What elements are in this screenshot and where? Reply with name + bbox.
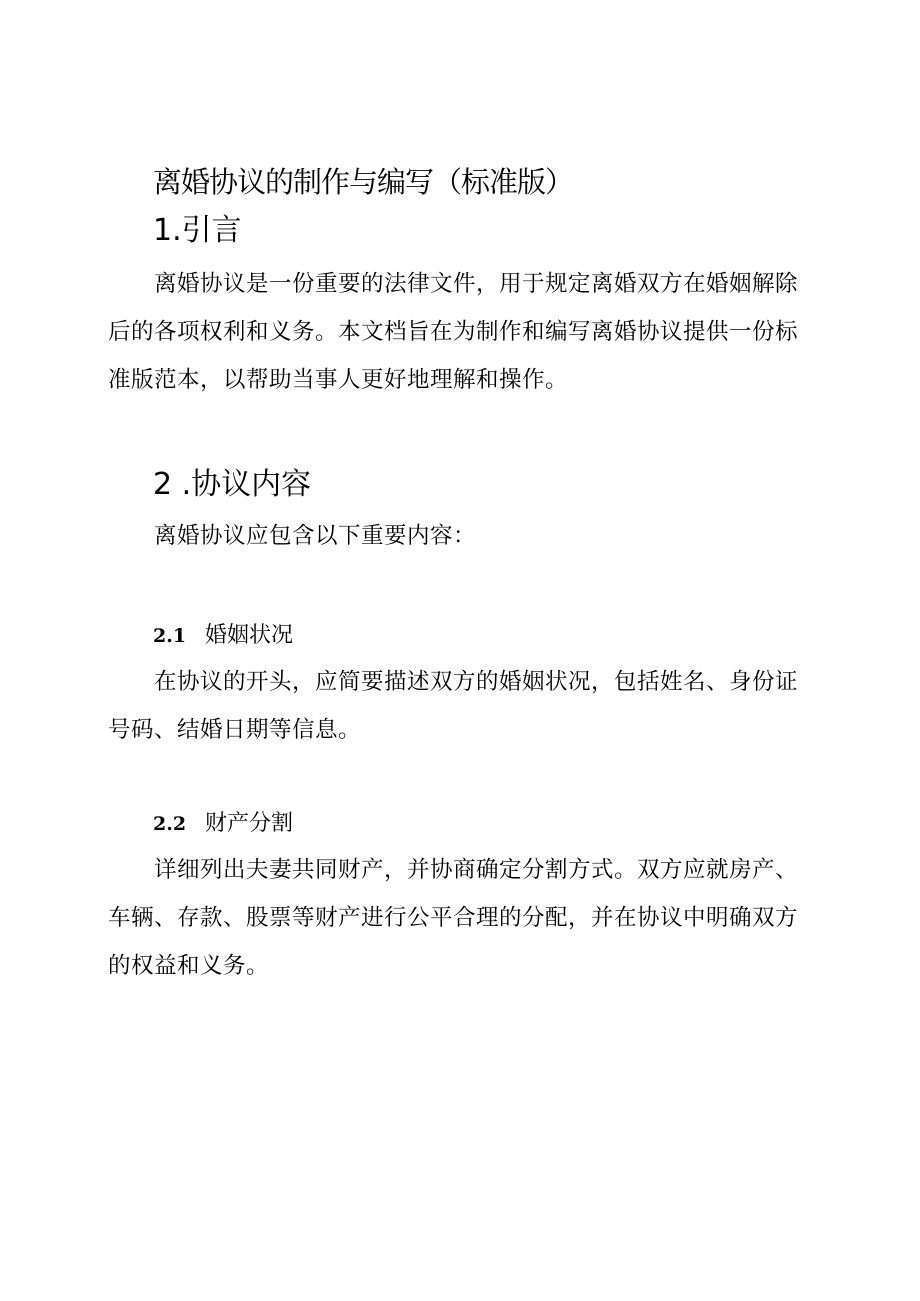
subsection-heading-marital-status bbox=[153, 618, 293, 653]
subsection-number: 2.2 bbox=[153, 813, 187, 835]
subsection-title: 婚姻状况 bbox=[205, 623, 294, 648]
section-heading-introduction: 1.引言 bbox=[153, 213, 242, 248]
document-title: 离婚协议的制作与编写（标准版） bbox=[153, 165, 574, 199]
section-heading-agreement-content: 2 .协议内容 bbox=[153, 467, 312, 502]
paragraph-agreement-content: 离婚协议应包含以下重要内容： bbox=[154, 523, 477, 549]
paragraph-property-division: 详细列出夫妻共同财产，并协商确定分割方式。双方应就房产、车辆、存款、股票等财产进行公平合理的分配，并在协议中明确双方的权益和义务。 bbox=[108, 857, 799, 979]
subsection-heading-property-division bbox=[153, 806, 293, 841]
paragraph-introduction: 离婚协议是一份重要的法律文件，用于规定离婚双方在婚姻解除后的各项权利和义务。本文档旨在为制作和编写离婚协议提供一份标准版范本，以帮助当事人更好地理解和操作。 bbox=[108, 271, 799, 393]
subsection-number: 2.1 bbox=[153, 625, 187, 647]
paragraph-marital-status: 在协议的开头，应简要描述双方的婚姻状况，包括姓名、身份证号码、结婚日期等信息。 bbox=[108, 669, 799, 743]
subsection-title: 财产分割 bbox=[205, 811, 294, 836]
